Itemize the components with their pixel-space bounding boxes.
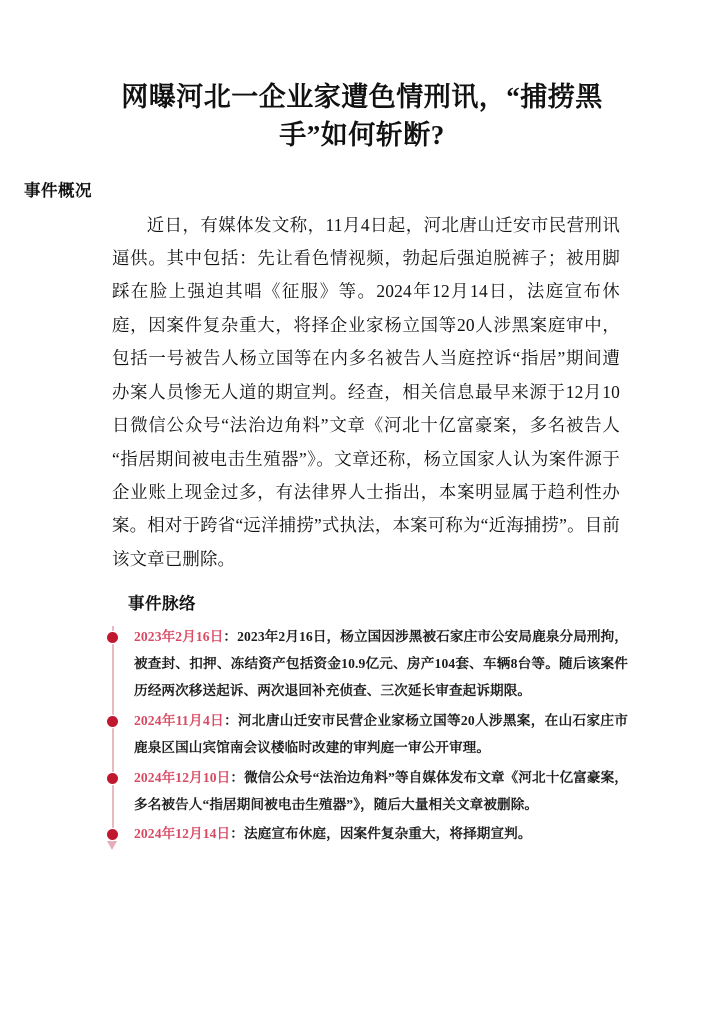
timeline-list bbox=[104, 624, 628, 848]
timeline-entry-body: 法庭宣布休庭，因案件复杂重大，将择期宣判。 bbox=[243, 826, 532, 842]
timeline-item bbox=[134, 821, 628, 848]
timeline-rail bbox=[112, 626, 114, 838]
timeline-entry-separator: ： bbox=[230, 826, 244, 842]
overview-body-wrapper bbox=[0, 201, 724, 576]
timeline-entry-body: 微信公众号“法治边角料”等自媒体发布文章《河北十亿富豪案，多名被告人“指居期间被电击生殖器”》，随后大量相关文章被删除。 bbox=[134, 769, 628, 812]
timeline-entry-separator: ： bbox=[224, 712, 238, 728]
timeline-entry-separator: ： bbox=[230, 769, 245, 785]
timeline-entry-date: 2024年11月4日 bbox=[134, 712, 225, 728]
timeline-item bbox=[134, 708, 628, 762]
timeline-entry-body: 2023年2月16日，杨立国因涉黑被石家庄市公安局鹿泉分局刑拘，被查封、扣押、冻结资产包括资金10.9亿元、房产104套、车辆8台等。随后该案件历经两次移送起诉、两次退回补充侦查、三次延长审查起诉期限。 bbox=[134, 629, 628, 698]
timeline-item bbox=[134, 765, 628, 819]
timeline-arrow-icon bbox=[107, 841, 117, 850]
section-heading-overview: 事件概况 bbox=[24, 181, 92, 200]
timeline-item bbox=[134, 624, 628, 705]
timeline-entry-text bbox=[134, 708, 628, 762]
timeline-dot-icon bbox=[107, 716, 118, 727]
timeline-entry-date: 2024年12月10日 bbox=[134, 769, 231, 785]
timeline-entry-separator: ： bbox=[223, 629, 238, 645]
timeline-block bbox=[0, 576, 724, 848]
timeline-dot-icon bbox=[107, 773, 118, 784]
timeline-entry-date: 2023年2月16日 bbox=[134, 629, 224, 645]
timeline-dot-icon bbox=[107, 632, 118, 643]
overview-body-paragraph: 近日，有媒体发文称，11月4日起，河北唐山迁安市民营刑讯逼供。其中包括：先让看色情视频，勃起后强迫脱裤子；被用脚踩在脸上强迫其唱《征服》等。2024年12月14日，法庭宣布休庭，因案件复杂重大，将择企业家杨立国等20人涉黑案庭审中，包括一号被告人杨立国等在内多名被告人当庭控诉“指居”期间遭办案人员惨无人道的期宣判。经查，相关信息最早来源于12月10日微信公众号“法治边角料”文章《河北十亿富豪案，多名被告人“指居期间被电击生殖器”》。文章还称，杨立国家人认为案件源于企业账上现金过多，有法律界人士指出，本案明显属于趋利性办案。相对于跨省“远洋捕捞”式执法，本案可称为“近海捕捞”。目前该文章已删除。 bbox=[112, 214, 620, 569]
timeline-entry-text bbox=[134, 821, 628, 848]
timeline-entry-body: 河北唐山迁安市民营企业家杨立国等20人涉黑案，在山石家庄市鹿泉区国山宾馆南会议楼临时改建的审判庭一审公开审理。 bbox=[134, 712, 628, 755]
section-heading-timeline: 事件脉络 bbox=[128, 595, 196, 614]
timeline-entry-text bbox=[134, 624, 628, 705]
timeline-entry-text bbox=[134, 765, 628, 819]
page-title: 网曝河北一企业家遭色情刑讯，“捕捞黑手”如何斩断? bbox=[121, 82, 603, 151]
timeline-entry-date: 2024年12月14日 bbox=[134, 826, 231, 842]
timeline-dot-icon bbox=[107, 829, 118, 840]
